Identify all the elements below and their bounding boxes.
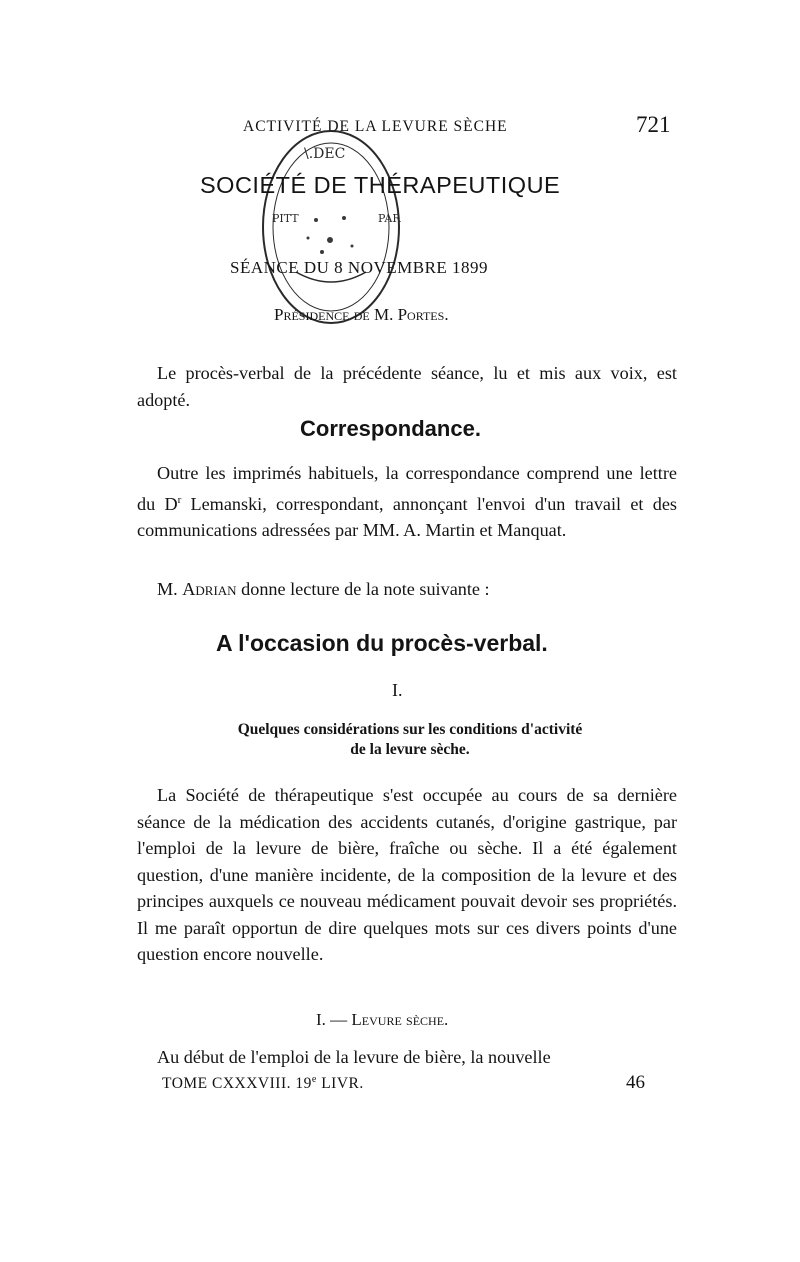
- presidence-line: [274, 305, 449, 325]
- paragraph-societe: La Société de thérapeutique s'est occupée au cours de sa dernière séance de la médication des accidents cutanés, d'origine gastrique, par l'emploi de la levure de bière, fraîche ou sèche. Il a été également question, d'une manière incidente, de la composition de la levure et des principes auxquels ce nouveau médicament pouvait devoir ses propriétés. Il me paraît opportun de dire quelques mots sur ces divers points d'une question encore nouvelle.: [137, 785, 677, 964]
- footer-signature: 46: [626, 1072, 645, 1093]
- subheading-line2: de la levure sèche.: [350, 741, 470, 758]
- svg-text:PAR: PAR: [378, 212, 401, 225]
- svg-text:PITT: PITT: [272, 212, 299, 225]
- para3-prefix: M.: [157, 579, 183, 599]
- para2-text-b: Lemanski, correspondant, annonçant l'envoi d'un travail et des communications adressées par MM. A. Martin et Manquat.: [137, 493, 677, 541]
- section-label: [316, 1010, 448, 1030]
- paragraph-correspondance: [137, 460, 677, 544]
- para2-text-a: Outre les imprimés habituels, la correspondance comprend une lettre du D: [137, 463, 677, 514]
- society-title: SOCIÉTÉ DE THÉRAPEUTIQUE: [200, 172, 561, 198]
- subheading: [140, 720, 680, 760]
- paragraph-adrian: [137, 576, 677, 603]
- svg-text:\.DEC: \.DEC: [304, 146, 346, 162]
- presidence-prefix: Présidence de M.: [274, 305, 394, 324]
- heading-correspondance: Correspondance.: [300, 416, 481, 441]
- paragraph-proces-verbal: Le procès-verbal de la précédente séance, lu et mis aux voix, est adopté.: [137, 363, 677, 410]
- heading-occasion: A l'occasion du procès-verbal.: [216, 630, 548, 656]
- paragraph-debut: Au début de l'emploi de la levure de bière, la nouvelle: [157, 1047, 551, 1067]
- running-head: ACTIVITÉ DE LA LEVURE SÈCHE: [243, 118, 508, 135]
- section-label-num: I. —: [316, 1010, 352, 1029]
- library-stamp-icon: [256, 122, 406, 332]
- subheading-line1: Quelques considérations sur les conditions d'activité: [237, 721, 583, 738]
- footer-tome-text: TOME CXXXVIII. 19: [162, 1075, 312, 1093]
- president-name: Portes.: [397, 305, 449, 324]
- footer-livr: LIVR.: [316, 1075, 364, 1093]
- section-label-text: Levure sèche.: [351, 1010, 449, 1029]
- para3-rest: donne lecture de la note suivante :: [236, 579, 490, 599]
- para2-sup: r: [177, 493, 182, 506]
- seance-date: SÉANCE DU 8 NOVEMBRE 1899: [230, 258, 489, 277]
- para3-name: Adrian: [182, 579, 237, 599]
- roman-one: I.: [392, 680, 403, 700]
- page-number: 721: [636, 112, 671, 137]
- footer-tome: [162, 1074, 364, 1093]
- footer-tome-sup: e: [311, 1074, 317, 1085]
